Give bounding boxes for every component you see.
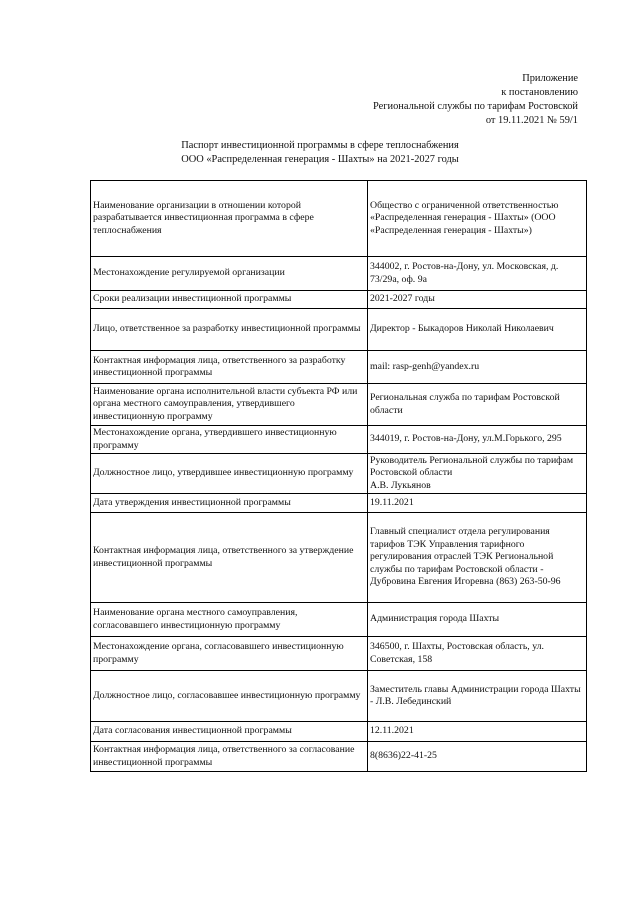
- table-row: [91, 291, 587, 309]
- title-line: Паспорт инвестиционной программы в сфере теплоснабжения: [181, 140, 459, 151]
- row-label: Наименование организации в отношении которой разрабатывается инвестиционная программа в сфере теплоснабжения: [91, 181, 368, 257]
- table-row: [91, 494, 587, 513]
- table-row: [91, 426, 587, 454]
- table-row: [91, 454, 587, 494]
- appendix-block: [373, 72, 578, 128]
- passport-table: [90, 180, 587, 772]
- row-label: Дата согласования инвестиционной программы: [91, 722, 368, 742]
- row-label: Местонахождение органа, согласовавшего инвестиционную программу: [91, 637, 368, 671]
- table-row: [91, 742, 587, 772]
- row-label: Контактная информация лица, ответственного за утверждение инвестиционной программы: [91, 513, 368, 603]
- row-label: Контактная информация лица, ответственного за разработку инвестиционной программы: [91, 351, 368, 384]
- table-row: [91, 257, 587, 291]
- document-title: [0, 139, 640, 167]
- table-row: [91, 384, 587, 426]
- row-value: 2021-2027 годы: [368, 291, 587, 309]
- title-line: ООО «Распределенная генерация - Шахты» на 2021-2027 годы: [181, 154, 459, 165]
- row-value: Главный специалист отдела регулирования тарифов ТЭК Управления тарифного регулирования отраслей ТЭК Региональной службы по тарифам Ростовской области - Дубровина Евгения Игоревна (863) 263-50-96: [368, 513, 587, 603]
- row-value: Заместитель главы Администрации города Шахты - Л.В. Лебединский: [368, 671, 587, 722]
- row-label: Лицо, ответственное за разработку инвестиционной программы: [91, 309, 368, 351]
- row-value: Директор - Быкадоров Николай Николаевич: [368, 309, 587, 351]
- row-label: Местонахождение органа, утвердившего инвестиционную программу: [91, 426, 368, 454]
- row-value: 346500, г. Шахты, Ростовская область, ул. Советская, 158: [368, 637, 587, 671]
- row-label: Наименование органа исполнительной власти субъекта РФ или органа местного самоуправления, утвердившего инвестиционную программу: [91, 384, 368, 426]
- table-row: [91, 671, 587, 722]
- appendix-date-line: от 19.11.2021 № 59/1: [485, 115, 578, 126]
- row-label: Дата утверждения инвестиционной программы: [91, 494, 368, 513]
- table-row: [91, 603, 587, 637]
- table-row: [91, 181, 587, 257]
- row-value: Общество с ограниченной ответственностью «Распределенная генерация - Шахты» (ООО «Распределенная генерация - Шахты»): [368, 181, 587, 257]
- appendix-line: Приложение: [522, 73, 578, 84]
- row-label: Наименование органа местного самоуправления, согласовавшего инвестиционную программу: [91, 603, 368, 637]
- row-value: mail: rasp-genh@yandex.ru: [368, 351, 587, 384]
- row-value: 19.11.2021: [368, 494, 587, 513]
- row-value: 8(8636)22-41-25: [368, 742, 587, 772]
- row-value: Администрация города Шахты: [368, 603, 587, 637]
- table-row: [91, 513, 587, 603]
- row-label: Сроки реализации инвестиционной программы: [91, 291, 368, 309]
- row-value: Руководитель Региональной службы по тарифам Ростовской области А.В. Лукьянов: [368, 454, 587, 494]
- row-value: 12.11.2021: [368, 722, 587, 742]
- row-label: Контактная информация лица, ответственного за согласование инвестиционной программы: [91, 742, 368, 772]
- appendix-line: Региональной службы по тарифам Ростовской: [373, 101, 578, 112]
- row-value: Региональная служба по тарифам Ростовской области: [368, 384, 587, 426]
- table-row: [91, 309, 587, 351]
- table-row: [91, 351, 587, 384]
- table-row: [91, 637, 587, 671]
- appendix-line: к постановлению: [501, 87, 578, 98]
- row-label: Должностное лицо, согласовавшее инвестиционную программу: [91, 671, 368, 722]
- table-row: [91, 722, 587, 742]
- row-label: Местонахождение регулируемой организации: [91, 257, 368, 291]
- row-value: 344019, г. Ростов-на-Дону, ул.М.Горького, 295: [368, 426, 587, 454]
- row-label: Должностное лицо, утвердившее инвестиционную программу: [91, 454, 368, 494]
- row-value: 344002, г. Ростов-на-Дону, ул. Московская, д. 73/29а, оф. 9а: [368, 257, 587, 291]
